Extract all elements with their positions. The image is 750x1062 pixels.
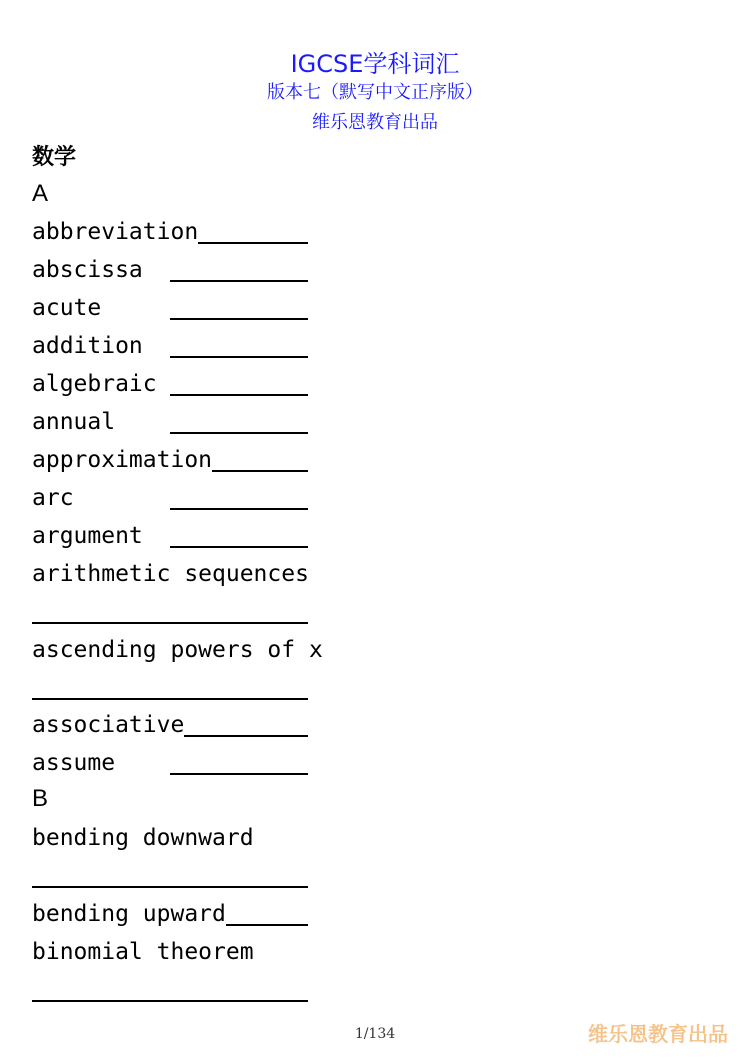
vocab-entry (32, 823, 254, 853)
vocab-term: binomial theorem (32, 939, 254, 965)
vocab-entry (32, 369, 157, 399)
answer-blank[interactable] (170, 332, 308, 358)
vocab-term: ascending powers of x (32, 637, 323, 663)
answer-blank[interactable] (32, 674, 308, 700)
answer-blank[interactable] (226, 900, 308, 926)
vocab-entry (32, 407, 115, 437)
vocab-entry (32, 937, 254, 967)
answer-blank[interactable] (212, 446, 308, 472)
answer-blank[interactable] (170, 484, 308, 510)
vocab-term: algebraic (32, 371, 157, 397)
vocab-entry (32, 899, 226, 929)
vocab-entry (32, 445, 212, 475)
vocab-term: assume (32, 750, 116, 776)
vocab-entry (32, 217, 198, 247)
answer-blank[interactable] (184, 711, 308, 737)
vocab-term: arc (32, 485, 74, 511)
answer-blank[interactable] (170, 370, 308, 396)
vocab-term: approximation (32, 447, 213, 473)
vocab-entry (32, 710, 184, 740)
vocab-term: abscissa (32, 257, 143, 283)
vocab-entry (32, 331, 143, 361)
vocab-entry (32, 635, 323, 665)
answer-blank[interactable] (32, 976, 308, 1002)
answer-blank[interactable] (170, 408, 308, 434)
vocab-term: bending upward (32, 901, 226, 927)
document-title: IGCSE学科词汇 (290, 50, 460, 78)
vocab-term: associative (32, 712, 185, 738)
vocab-term: arithmetic sequences (32, 561, 309, 587)
answer-blank[interactable] (32, 862, 308, 888)
vocab-entry (32, 255, 143, 285)
vocab-term: acute (32, 295, 102, 321)
publisher-line: 维乐恩教育出品 (312, 112, 438, 133)
vocab-entry (32, 748, 115, 778)
vocab-term: argument (32, 523, 143, 549)
answer-blank[interactable] (170, 522, 308, 548)
answer-blank[interactable] (170, 256, 308, 282)
subject-heading: 数学 (32, 145, 77, 170)
vocab-term: bending downward (32, 825, 254, 851)
document-subtitle: 版本七（默写中文正序版） (267, 82, 483, 103)
page-number: 1/134 (354, 1026, 396, 1042)
vocab-entry (32, 293, 101, 323)
answer-blank[interactable] (198, 218, 308, 244)
answer-blank[interactable] (32, 598, 308, 624)
publisher-watermark: 维乐恩教育出品 (588, 1022, 728, 1046)
section-letter-b: B (32, 785, 49, 812)
section-letter-a: A (32, 180, 49, 207)
vocab-entry (32, 483, 74, 513)
vocab-entry (32, 521, 143, 551)
vocab-term: addition (32, 333, 143, 359)
vocab-term: annual (32, 409, 116, 435)
vocab-term: abbreviation (32, 219, 199, 245)
vocab-entry (32, 559, 309, 589)
answer-blank[interactable] (170, 294, 308, 320)
answer-blank[interactable] (170, 749, 308, 775)
